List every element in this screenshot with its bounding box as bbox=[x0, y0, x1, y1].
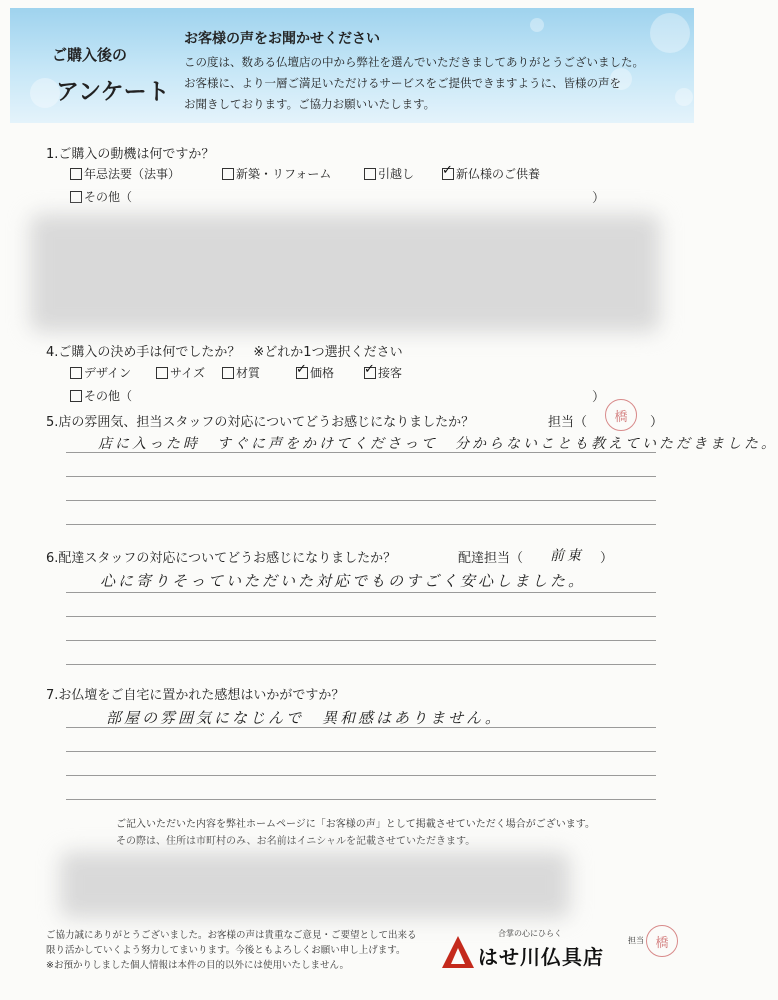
privacy-text: ※お預かりしました個人情報は本件の目的以外には使用いたしません。 bbox=[46, 960, 350, 971]
answer-line bbox=[66, 640, 656, 641]
banner-text-line: お客様に、より一層ご満足いただけるサービスをご提供できますように、皆様の声を bbox=[184, 76, 621, 90]
checkbox-option[interactable]: 引越し bbox=[364, 165, 414, 182]
banner-text-line: お聞きしております。ご協力お願いいたします。 bbox=[184, 97, 436, 111]
thanks-text: 限り活かしていくよう努力してまいります。今後ともよろしくお願い申し上げます。 bbox=[46, 945, 406, 956]
checkbox-option[interactable]: 材質 bbox=[222, 364, 260, 381]
answer-line bbox=[66, 524, 656, 525]
question-6: 6.配達スタッフの対応についてどうお感じになりましたか？ bbox=[46, 551, 397, 566]
checkbox[interactable] bbox=[156, 367, 168, 379]
answer-line bbox=[66, 664, 656, 665]
bubble-decoration bbox=[530, 18, 544, 32]
checkbox[interactable] bbox=[70, 191, 82, 203]
question-7: 7.お仏壇をご自宅に置かれた感想はいかがですか？ bbox=[46, 688, 345, 703]
checkbox-option[interactable]: 年忌法要（法事） bbox=[70, 165, 180, 182]
thanks-text: ご協力誠にありがとうございました。お客様の声は貴重なご意見・ご要望として出来る bbox=[46, 930, 417, 941]
checkbox-checked[interactable] bbox=[296, 367, 308, 379]
staff-seal-stamp: 橋 bbox=[605, 399, 637, 431]
checkbox-option-other[interactable]: その他（ bbox=[70, 188, 132, 205]
checkbox-checked[interactable] bbox=[442, 168, 454, 180]
handwritten-answer-6: 心に寄りそっていただいた対応でものすごく安心しました。 bbox=[100, 572, 587, 590]
checkbox[interactable] bbox=[364, 168, 376, 180]
checkbox[interactable] bbox=[70, 168, 82, 180]
question-5: 5.店の雰囲気、担当スタッフの対応についてどうお感じになりましたか？ bbox=[46, 415, 475, 430]
answer-line bbox=[66, 452, 656, 453]
delivery-staff-label: 配達担当（ bbox=[458, 551, 524, 566]
answer-line bbox=[66, 592, 656, 593]
survey-title: アンケート bbox=[56, 79, 170, 105]
checkbox-option[interactable]: ✓ 価格 bbox=[296, 364, 334, 381]
publication-notice: ご記入いただいた内容を弊社ホームページに「お客様の声」として掲載させていただく場合がございます。 bbox=[116, 819, 595, 830]
bubble-decoration bbox=[650, 13, 690, 53]
question-1: 1.ご購入の動機は何ですか？ bbox=[46, 147, 215, 162]
paren-close: ） bbox=[650, 415, 664, 430]
answer-line bbox=[66, 476, 656, 477]
handwritten-staff-name: 前東 bbox=[550, 548, 584, 564]
checkbox-option[interactable]: デザイン bbox=[70, 364, 131, 381]
header-banner bbox=[10, 8, 694, 123]
logo-mark-icon bbox=[440, 934, 476, 970]
answer-line bbox=[66, 616, 656, 617]
banner-text-line: この度は、数ある仏壇店の中から弊社を選んでいただきましてありがとうございました。 bbox=[184, 55, 644, 69]
privacy-notice: その際は、住所は市町村のみ、お名前はイニシャルを記載させていただきます。 bbox=[116, 836, 476, 847]
bubble-decoration bbox=[675, 88, 693, 106]
logo-name: はせ川仏具店 bbox=[478, 945, 604, 969]
paren-close: ） bbox=[592, 390, 606, 405]
checkbox-option[interactable]: ✓ 新仏様のご供養 bbox=[442, 165, 540, 182]
handwritten-answer-5: 店に入った時 すぐに声をかけてくださって 分からないことも教えていただきました。 bbox=[98, 436, 778, 452]
answer-line bbox=[66, 751, 656, 752]
answer-line bbox=[66, 500, 656, 501]
checkbox-option[interactable]: サイズ bbox=[156, 364, 205, 381]
staff-label: 担当（ bbox=[548, 415, 588, 430]
checkbox-checked[interactable] bbox=[364, 367, 376, 379]
survey-subtitle: ご購入後の bbox=[52, 46, 128, 64]
paren-close: ） bbox=[592, 191, 606, 206]
shop-logo bbox=[440, 926, 604, 972]
answer-line bbox=[66, 775, 656, 776]
banner-heading: お客様の声をお聞かせください bbox=[184, 31, 380, 47]
checkbox[interactable] bbox=[222, 168, 234, 180]
checkbox-option[interactable]: 新築・リフォーム bbox=[222, 165, 331, 182]
logo-tagline: 合掌の心にひらく bbox=[498, 929, 562, 938]
answer-line bbox=[66, 799, 656, 800]
checkbox[interactable] bbox=[222, 367, 234, 379]
paren-close: ） bbox=[600, 551, 614, 566]
handwritten-answer-7: 部屋の雰囲気になじんで 異和感はありません。 bbox=[106, 709, 503, 727]
redacted-area bbox=[60, 852, 570, 918]
question-4: 4.ご購入の決め手は何でしたか？ ※どれか1つ選択ください bbox=[46, 345, 403, 360]
checkbox[interactable] bbox=[70, 367, 82, 379]
stamp-label: 担当 bbox=[628, 936, 644, 945]
redacted-area bbox=[30, 214, 660, 332]
staff-seal-stamp: 橋 bbox=[646, 925, 678, 957]
checkbox-option[interactable]: ✓ 接客 bbox=[364, 364, 402, 381]
checkbox-option-other[interactable]: その他（ bbox=[70, 387, 132, 404]
checkbox[interactable] bbox=[70, 390, 82, 402]
answer-line bbox=[66, 727, 656, 728]
